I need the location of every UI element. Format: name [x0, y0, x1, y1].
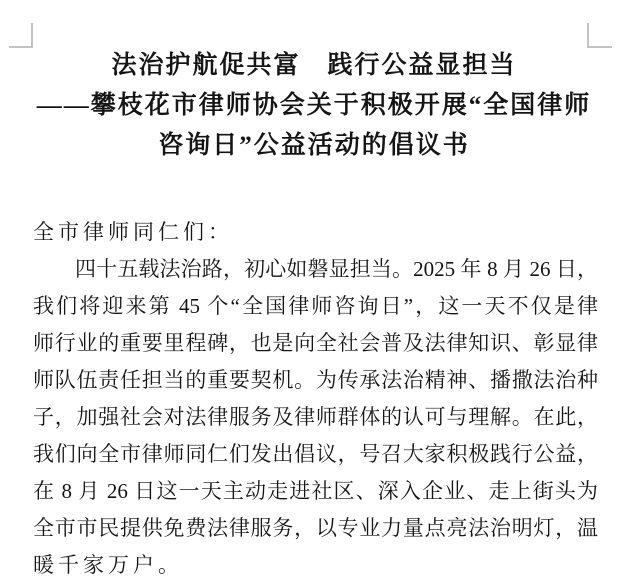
title-line-main: 法治护航促共富 践行公益显担当: [111, 52, 517, 79]
title-line-sub-2: 咨询日”公益活动的倡议书: [158, 132, 470, 159]
paragraph-line: 四十五载法治路，初心如磐显担当。2025 年 8 月 26 日，: [75, 257, 598, 281]
document-body: [33, 214, 598, 584]
title-line-sub-1: ——攀枝花市律师协会关于积极开展“全国律师: [36, 92, 592, 119]
margin-corner-mark-left: [9, 23, 33, 48]
margin-corner-mark-right: [587, 23, 612, 48]
paragraph-line: 在 8 月 26 日这一天主动走进社区、深入企业、走上街头为: [33, 479, 598, 503]
document-title: [0, 46, 628, 166]
salutation-line: 全市律师同仁们：: [33, 220, 233, 244]
paragraph-line: 全市市民提供免费法律服务，以专业力量点亮法治明灯，温: [33, 516, 598, 540]
paragraph-line: 我们将迎来第 45 个“全国律师咨询日”，这一天不仅是律: [33, 294, 598, 318]
paragraph-line-last: 暖千家万户。: [33, 553, 183, 577]
paragraph-line: 师队伍责任担当的重要契机。为传承法治精神、播撒法治种: [33, 368, 598, 392]
paragraph-line: 我们向全市律师同仁们发出倡议，号召大家积极践行公益，: [33, 442, 598, 466]
paragraph-line: 师行业的重要里程碑，也是向全社会普及法律知识、彰显律: [33, 331, 598, 355]
paragraph-line: 子，加强社会对法律服务及律师群体的认可与理解。在此，: [33, 405, 598, 429]
